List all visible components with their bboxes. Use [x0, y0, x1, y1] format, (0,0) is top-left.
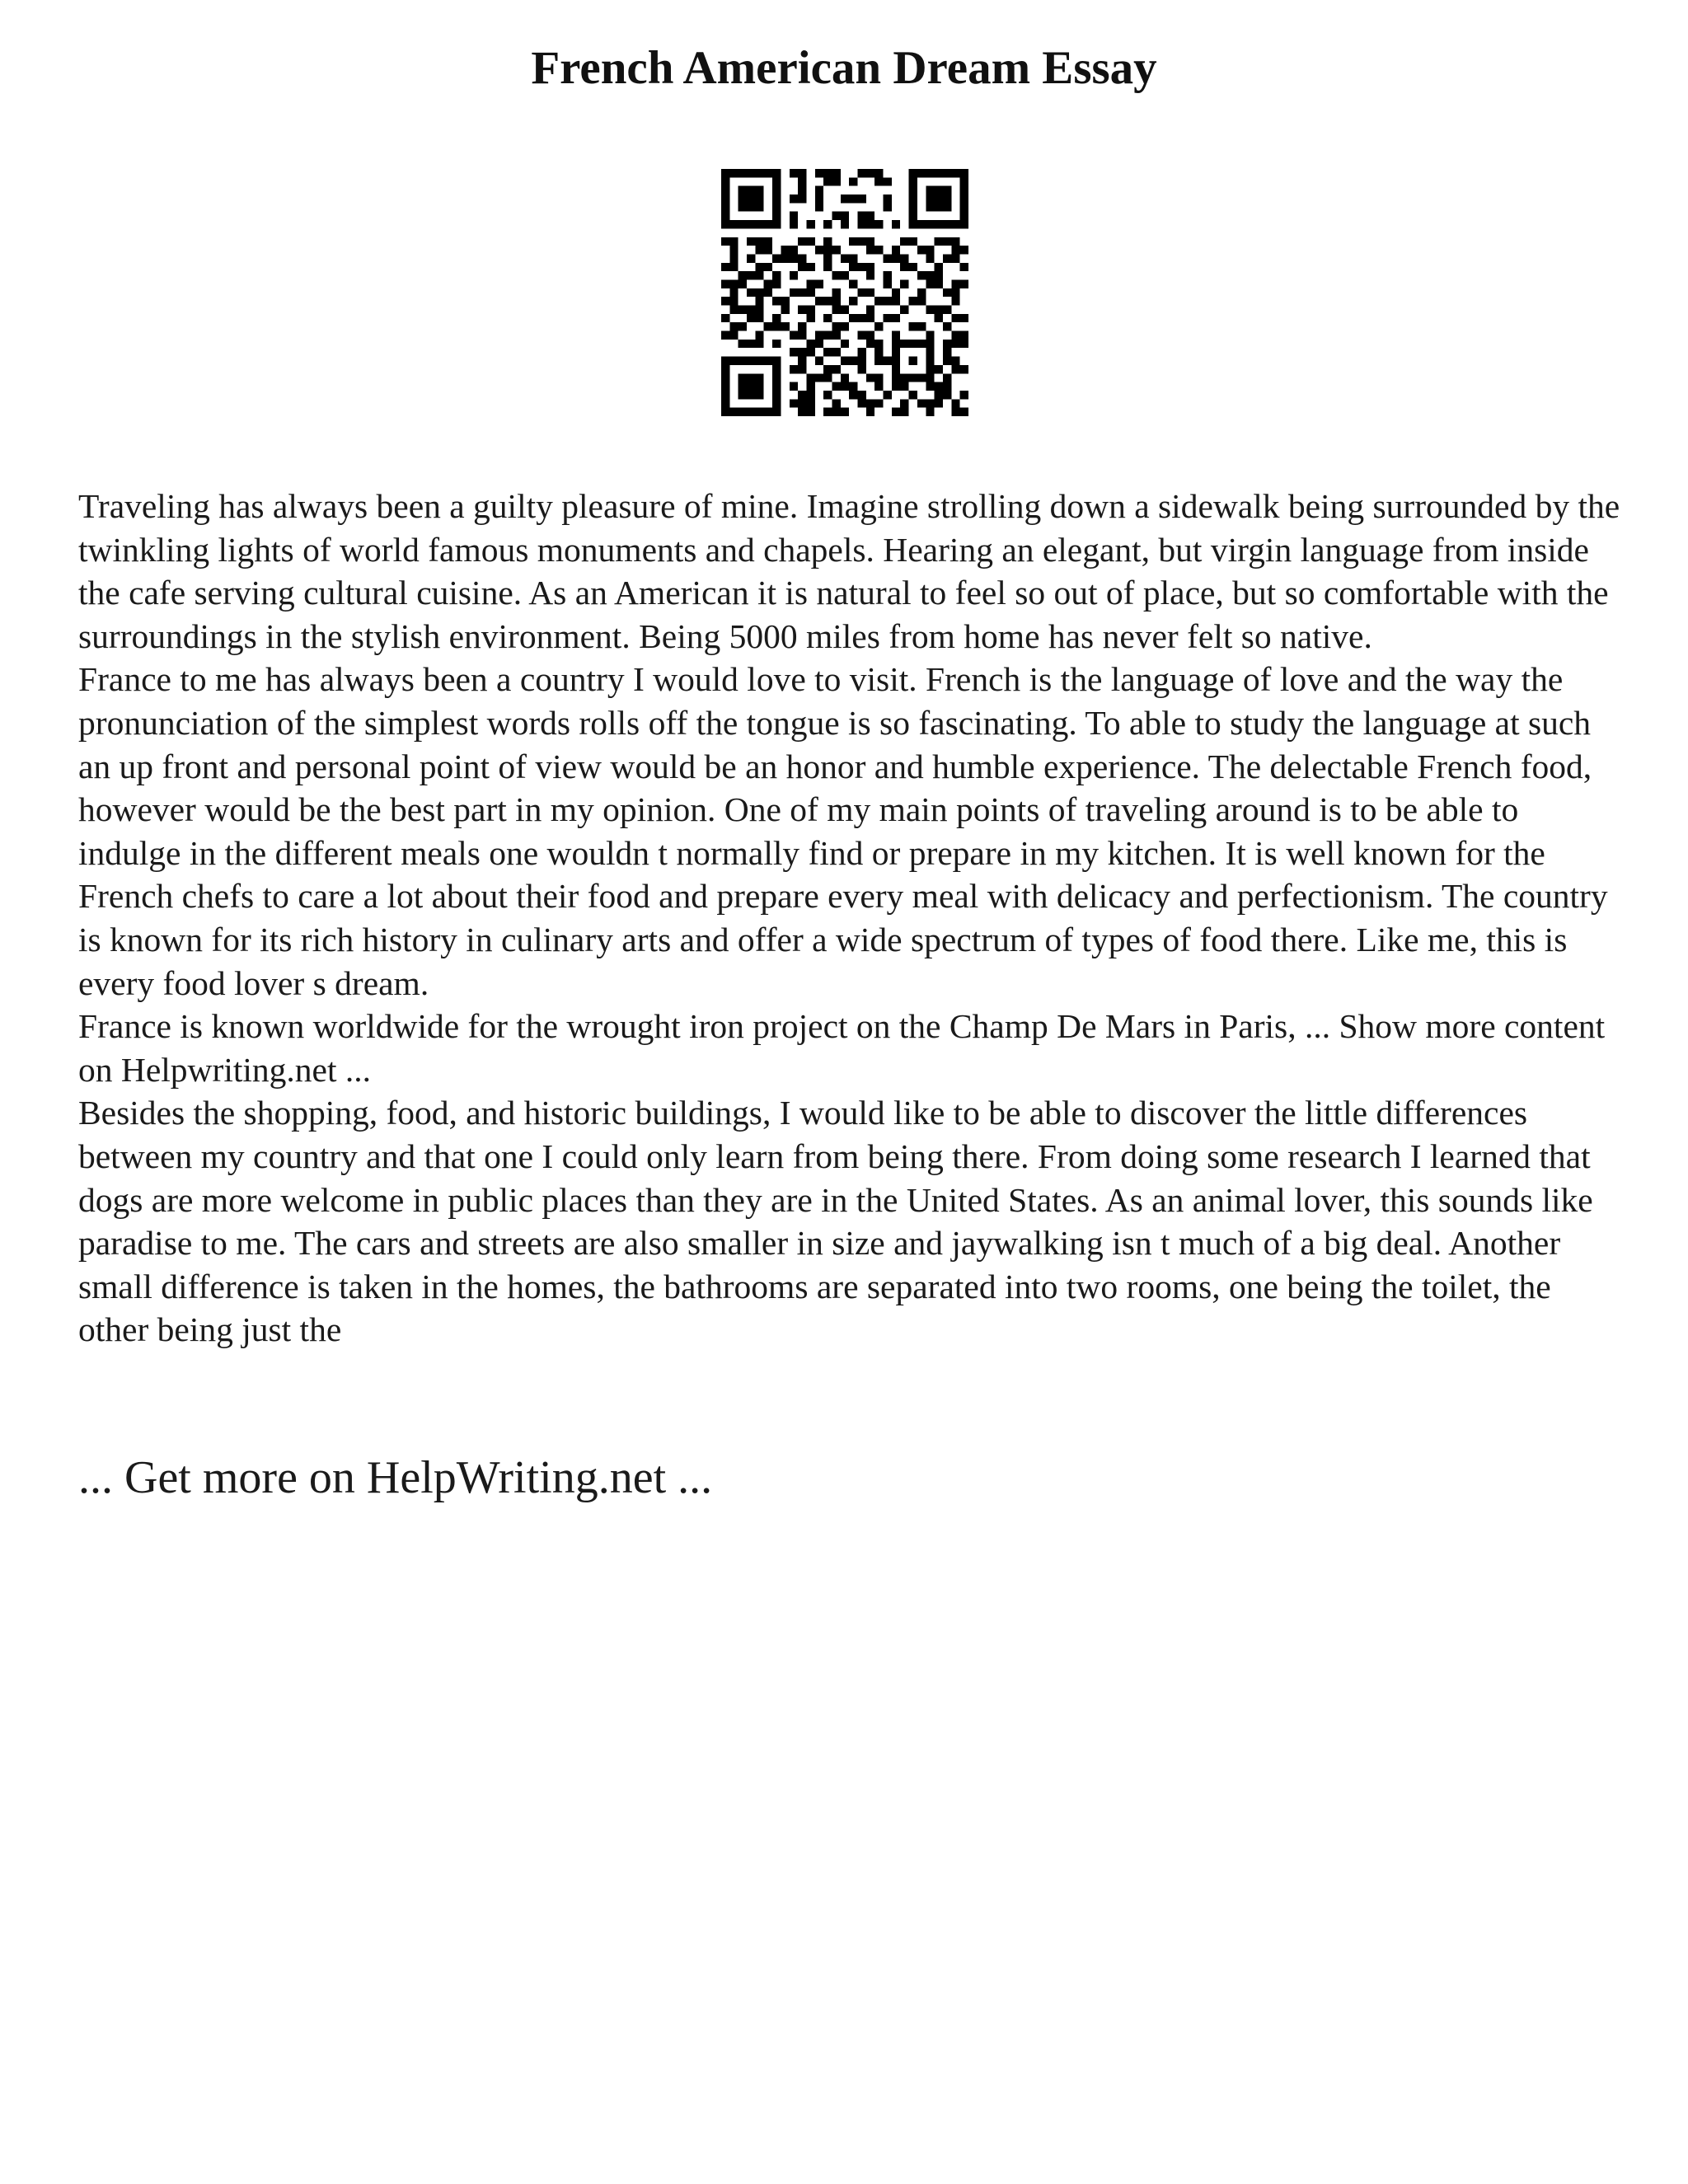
essay-paragraph: France is known worldwide for the wrought iron project on the Champ De Mars in Paris, ... Show more content on Helpwriting.net ...	[78, 1007, 1606, 1089]
essay-paragraph: Besides the shopping, food, and historic buildings, I would like to be able to discover the little differences between my country and that one I could only learn from being there. From doing some research I learned that dogs are more welcome in public places than they are in the United States. As an animal lover, this sounds like paradise to me. The cars and streets are also smaller in size and jaywalking isn t much of a big deal. Another small difference is taken in the homes, the bathrooms are separated into two rooms, one being the toilet, the other being just the	[78, 1094, 1593, 1349]
essay-paragraph: Traveling has always been a guilty pleasure of mine. Imagine strolling down a sidewalk being surrounded by the twinkling lights of world famous monuments and chapels. Hearing an elegant, but virgin language from inside the cafe serving cultural cuisine. As an American it is natural to feel so out of place, but so comfortable with the surroundings in the stylish environment. Being 5000 miles from home has never felt so native.	[78, 487, 1620, 655]
get-more-link[interactable]: ... Get more on HelpWriting.net ...	[78, 1452, 713, 1503]
page-title: French American Dream Essay	[531, 42, 1157, 94]
qr-code-icon	[721, 169, 968, 416]
essay-paragraph: France to me has always been a country I would love to visit. French is the language of love and the way the pronunciation of the simplest words rolls off the tongue is so fascinating. To able to study the language at such an up front and personal point of view would be an honor and humble experience. The delectable French food, however would be the best part in my opinion. One of my main points of traveling around is to be able to indulge in the different meals one wouldn t normally find or prepare in my kitchen. It is well known for the French chefs to care a lot about their food and prepare every meal with delicacy and perfectionism. The country is known for its rich history in culinary arts and offer a wide spectrum of types of food there. Like me, this is every food lover s dream.	[78, 660, 1608, 1002]
essay-body	[78, 485, 1628, 1352]
